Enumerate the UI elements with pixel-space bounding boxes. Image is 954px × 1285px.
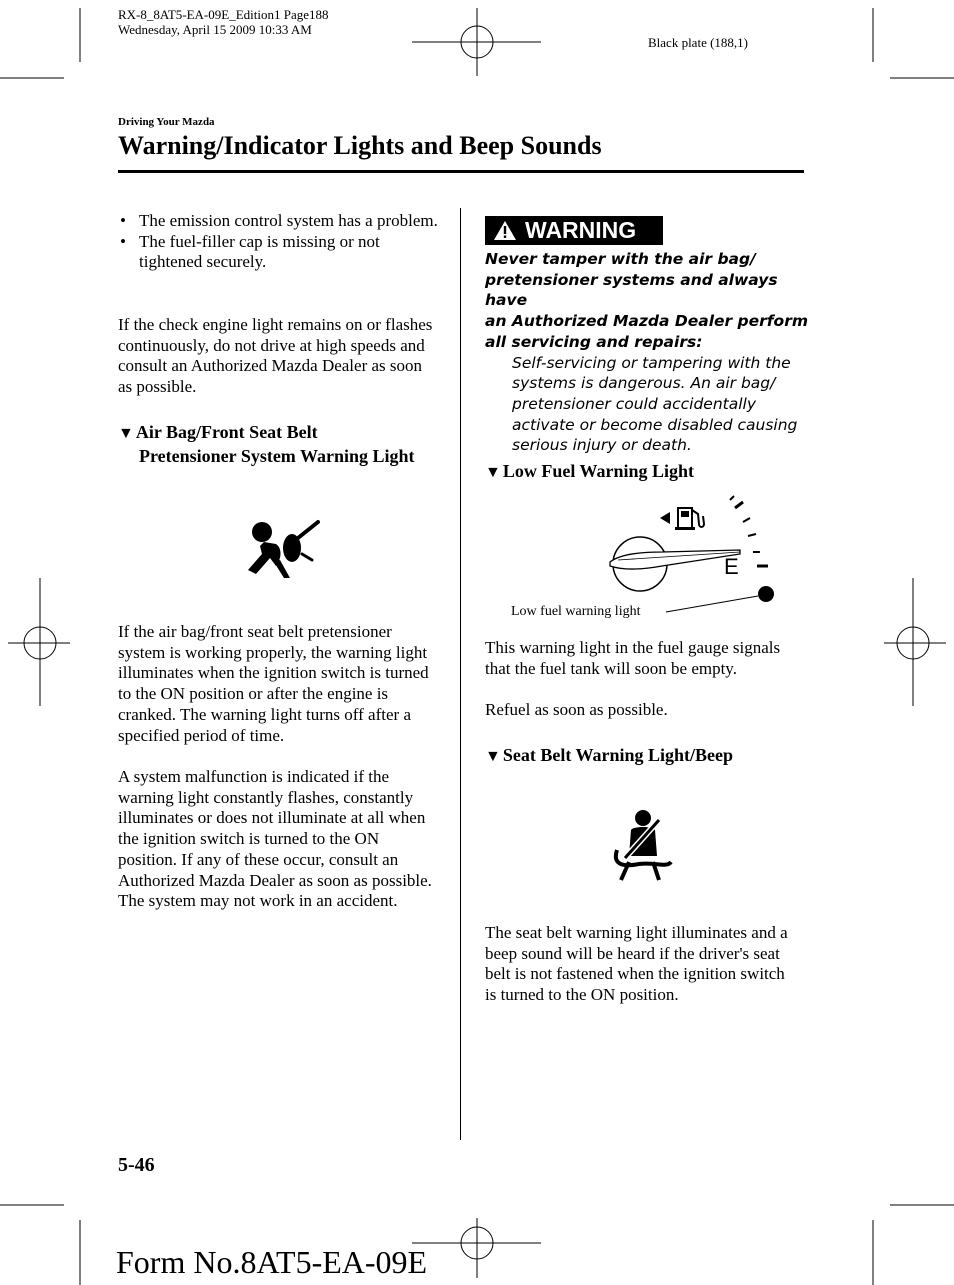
warning-text <box>485 249 815 456</box>
print-header-date: Wednesday, April 15 2009 10:33 AM <box>118 22 312 37</box>
fuel-gauge-illustration <box>600 494 780 606</box>
title-rule <box>118 170 804 173</box>
triangle-bullet-icon: ▼ <box>485 464 501 481</box>
warning-detail-line: activate or become disabled causing <box>512 415 798 434</box>
low-fuel-warning-dot <box>758 586 774 602</box>
page-number: 5-46 <box>118 1154 155 1176</box>
low-fuel-heading: ▼ Low Fuel Warning Light <box>485 461 695 481</box>
airbag-heading <box>118 421 448 467</box>
warning-bold-line: Never tamper with the air bag/ <box>485 250 756 268</box>
airbag-paragraph-2: A system malfunction is indicated if the warning light constantly flashes, constantly illuminates or does not illuminate at all when the ignition switch is turned to the ON position. If any of these occur, consult an Authorized Mazda Dealer as soon as possible. The system may not work in an accident. <box>118 767 432 911</box>
page-title: Warning/Indicator Lights and Beep Sounds <box>118 131 602 160</box>
print-header-file: RX-8_8AT5-EA-09E_Edition1 Page188 <box>118 7 329 22</box>
warning-badge <box>485 216 663 245</box>
fuel-pump-icon <box>660 508 704 530</box>
list-item: • The emission control system has a problem. <box>118 211 438 232</box>
warning-detail-line: serious injury or death. <box>512 436 692 455</box>
airbag-heading-line1: Air Bag/Front Seat Belt <box>135 422 318 442</box>
triangle-bullet-icon: ▼ <box>118 425 134 442</box>
warning-detail-line: Self-servicing or tampering with the <box>512 353 791 372</box>
seatbelt-warning-icon <box>609 808 673 882</box>
seatbelt-paragraph: The seat belt warning light illuminates and a beep sound will be heard if the driver's seat belt is not fastened when the ignition switch is turned to the ON position. <box>485 923 788 1005</box>
column-divider <box>460 208 461 1140</box>
warning-label: WARNING <box>525 217 637 243</box>
emission-bullet-list <box>118 211 438 273</box>
low-fuel-paragraph: This warning light in the fuel gauge signals that the fuel tank will soon be empty. <box>485 638 781 678</box>
section-label: Driving Your Mazda <box>118 116 215 128</box>
airbag-heading-line2: Pretensioner System Warning Light <box>139 446 415 466</box>
warning-detail-line: pretensioner could accidentally <box>512 394 757 413</box>
form-number: Form No.8AT5-EA-09E <box>116 1244 428 1280</box>
refuel-paragraph: Refuel as soon as possible. <box>485 700 668 719</box>
list-item: • The fuel-filler cap is missing or not tightened securely. <box>118 232 438 273</box>
print-header-plate: Black plate (188,1) <box>648 35 748 50</box>
airbag-paragraph-1: If the air bag/front seat belt pretensioner system is working properly, the warning light illuminates when the ignition switch is turned to the ON position or after the engine is cranked. The warning light turns off after a specified period of time. <box>118 622 429 745</box>
triangle-bullet-icon: ▼ <box>485 748 501 765</box>
check-engine-paragraph: If the check engine light remains on or flashes continuously, do not drive at high speeds and consult an Authorized Mazda Dealer as soon as possible. <box>118 315 433 397</box>
print-header <box>118 7 329 37</box>
warning-detail-line: systems is dangerous. An air bag/ <box>512 374 776 393</box>
warning-bold-line: an Authorized Mazda Dealer perform <box>485 312 808 331</box>
warning-triangle-icon <box>485 216 525 245</box>
warning-bold-line: pretensioner systems and always have <box>485 270 778 310</box>
airbag-warning-icon <box>244 518 322 580</box>
left-column <box>118 211 438 273</box>
fuel-gauge-caption: Low fuel warning light <box>511 604 641 619</box>
fuel-gauge-letter: E <box>724 554 739 579</box>
warning-bold-line: all servicing and repairs: <box>485 332 703 351</box>
seatbelt-heading: ▼ Seat Belt Warning Light/Beep <box>485 745 734 765</box>
